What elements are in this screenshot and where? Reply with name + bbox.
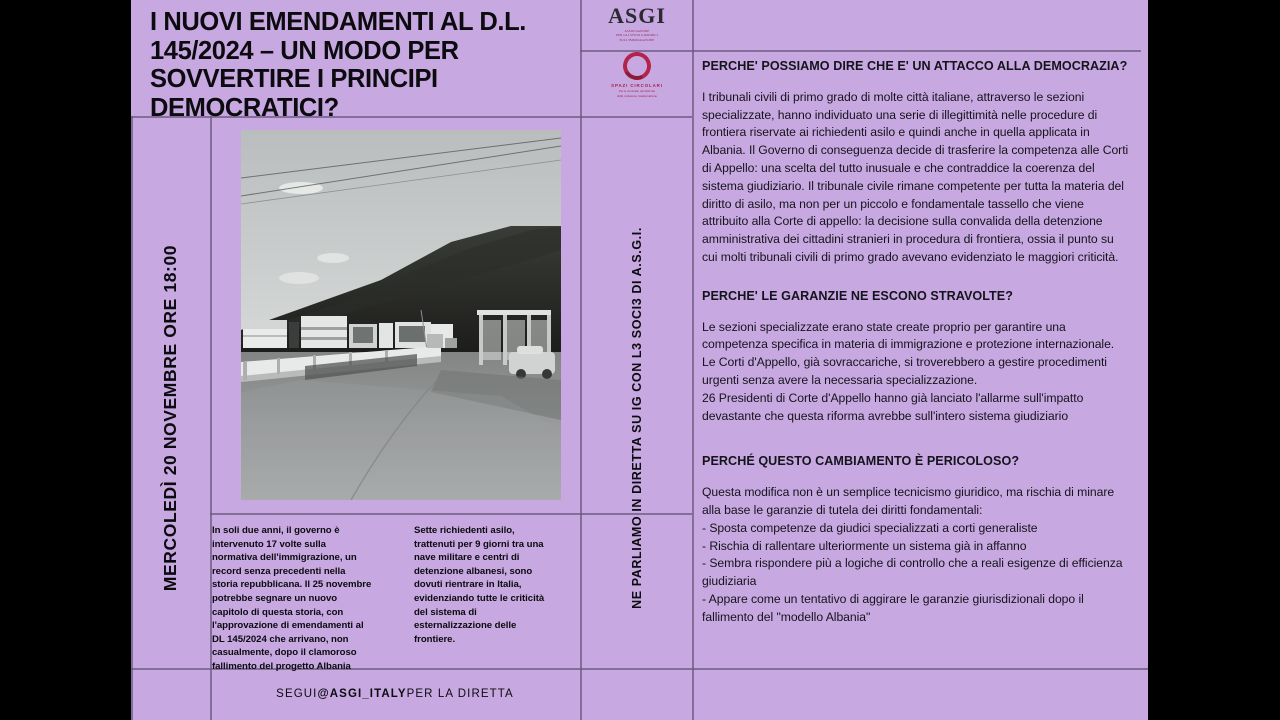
asgi-subtitle-line-3: SULL'IMMIGRAZIONE	[619, 37, 655, 42]
asgi-logo	[608, 5, 666, 42]
live-info-vertical: NE PARLIAMO IN DIRETTA SU IG CON L3 SOCI3 DI A.S.G.I.	[630, 227, 644, 609]
article-heading-democracy: PERCHE' POSSIAMO DIRE CHE E' UN ATTACCO ALLA DEMOCRAZIA?	[702, 59, 1128, 73]
follow-handle[interactable]: @ASGI_ITALY	[317, 688, 407, 700]
asgi-subtitle-line-1: ASSOCIAZIONE	[624, 29, 650, 33]
circle-ring-icon	[619, 49, 654, 84]
follow-suffix: PER LA DIRETTA	[406, 688, 514, 700]
follow-prefix: SEGUI	[276, 688, 318, 700]
asgi-logo-subtitle	[608, 29, 666, 42]
letterbox-bar-left	[0, 0, 131, 720]
asgi-wordmark: ASGI	[608, 3, 666, 28]
article-bullet-1: - Sposta competenze da giudici specializzati a corti generaliste	[702, 520, 1038, 535]
photo-artwork	[241, 130, 561, 500]
spazi-circolari-wordmark: SPAZI CIRCOLARI	[611, 83, 663, 89]
spacer-2	[702, 438, 1130, 453]
article-bullet-4: - Appare come un tentativo di aggirare le garanzie giurisdizionali dopo il fallimento del "modello Albania"	[702, 592, 1084, 624]
follow-call-to-action	[210, 668, 580, 720]
asgi-subtitle-line-2: PER GLI STUDI GIURIDICI	[616, 33, 658, 38]
spazi-circolari-logo	[611, 52, 663, 97]
poster-canvas	[131, 0, 1148, 720]
article-bullet-2: - Rischia di rallentare ulteriormente un sistema già in affanno	[702, 538, 1027, 553]
blurb-government-amendments: In soli due anni, il governo è intervenuto 17 volte sulla normativa dell'immigrazione, un record senza precedenti nella storia repubblicana. Il 25 novembre potrebbe segnare un nuovo capitolo di questa storia, con l'approvazione di emendamenti al DL 145/2024 che arrivano, non casualmente, dopo il clamoroso fallimento del progetto Albania	[212, 525, 372, 673]
article-body-guarantees-2: Le Corti d'Appello, già sovraccariche, si troverebbero a gestire procedimenti urgenti senza avere la necessaria specializzazione.	[702, 355, 1107, 388]
article-heading-dangerous: PERCHÉ QUESTO CAMBIAMENTO È PERICOLOSO?	[702, 454, 1020, 469]
article-column	[694, 0, 1148, 720]
spazi-circolari-tagline	[611, 89, 663, 97]
spacer-1	[702, 280, 1130, 288]
article-body-guarantees-1: Le sezioni specializzate erano state create proprio per garantire una competenza specifica in materia di immigrazione e protezione internazionale.	[702, 319, 1115, 352]
event-date-vertical: MERCOLEDÌ 20 NOVEMBRE ORE 18:00	[160, 244, 180, 592]
article-body-dangerous-intro: Questa modifica non è un semplice tecnicismo giuridico, ma rischia di minare alla base le garanzie di tutela dei diritti fondamentali:	[702, 485, 1115, 518]
spazi-tagline-line-2: diritti, inclusione, trasformazione	[617, 93, 657, 98]
article-body-democracy: I tribunali civili di primo grado di molte città italiane, attraverso le sezioni specializzate, hanno individuato una serie di illegittimità nelle procedure di frontiera riservate ai richiedenti asilo e quindi anche in quella applicata in Albania. Il Governo di conseguenza decide di trasferire la competenza alle Corti di Appello: una scelta del tutto inusuale e che contraddice la coerenza del sistema giudiziario. Il tribunale civile rimane competente per tutta la materia del diritto di asilo, ma non per un piccolo e fondamentale tassello che viene attribuito alla Corte di appello: la decisione sulla convalida della detenzione amministrativa dei cittadini stranieri in procedura di frontiera, ossia il punto su cui molti tribunali civili di primo grado avevano evidenziato le maggiori criticità.	[702, 89, 1129, 265]
spazi-tagline-line-1: Per le comunità, dei diritti dei	[619, 89, 655, 94]
article-bullet-3: - Sembra rispondere più a logiche di controllo che a reali esigenze di efficienza giudiziaria	[702, 556, 1123, 589]
logo-group	[582, 0, 692, 116]
page-title: I NUOVI EMENDAMENTI AL D.L. 145/2024 – UN MODO PER SOVVERTIRE I PRINCIPI DEMOCRATICI?	[150, 8, 526, 122]
article-body-guarantees-3: 26 Presidenti di Corte d'Appello hanno già lanciato l'allarme sull'impatto devastante che questa riforma avrebbe sull'intero sistema giudiziario	[702, 390, 1084, 423]
blurb-asylum-seekers: Sette richiedenti asilo, trattenuti per 9 giorni tra una nave militare e centri di detenzione albanesi, sono dovuti rientrare in Italia, evidenziando tutte le criticità del sistema di esternalizzazione delle frontiere.	[414, 525, 545, 645]
article-heading-guarantees: PERCHE' LE GARANZIE NE ESCONO STRAVOLTE?	[702, 288, 1013, 303]
detention-camp-photo	[241, 130, 561, 500]
letterbox-bar-right	[1148, 0, 1280, 720]
